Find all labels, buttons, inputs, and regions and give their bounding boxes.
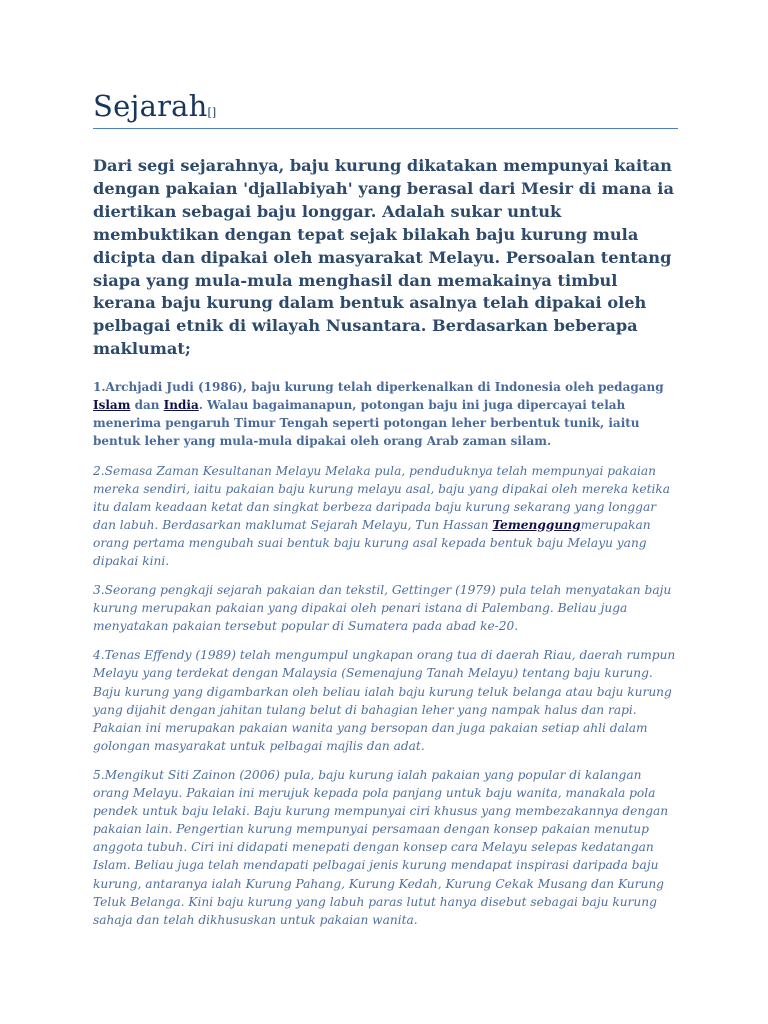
paragraph-2: [93, 462, 678, 571]
link-temenggung[interactable]: Temenggung: [492, 517, 581, 532]
paragraph-1: [93, 378, 678, 450]
section-heading: [93, 88, 678, 126]
edit-reference-link[interactable]: []: [207, 106, 217, 119]
paragraph-2-text-a: 2.Semasa Zaman Kesultanan Melayu Melaka pula, penduduknya telah mempunyai pakaian mereka sendiri, iaitu pakaian baju kurung melayu asal, baju yang dipakai oleh mereka ketika itu dalam keadaan ketat dan singkat berbeza daripada baju kurung sekarang yang longgar dan labuh. Berdasarkan maklumat Sejarah Melayu, Tun Hassan: [93, 463, 671, 532]
paragraph-5: 5.Mengikut Siti Zainon (2006) pula, baju kurung ialah pakaian yang popular di kalangan orang Melayu. Pakaian ini merujuk kepada pola panjang untuk baju wanita, manakala pola pendek untuk baju lelaki. Baju kurung mempunyai ciri khusus yang membezakannya dengan pakaian lain. Pengertian kurung mempunyai persamaan dengan konsep pakaian menutup anggota tubuh. Ciri ini didapati menepati dengan konsep cara Melayu selepas kedatangan Islam. Beliau juga telah mendapati pelbagai jenis kurung mendapat inspirasi daripada baju kurung, antaranya ialah Kurung Pahang, Kurung Kedah, Kurung Cekak Musang dan Kurung Teluk Belanga. Kini baju kurung yang labuh paras lutut hanya disebut sebagai baju kurung sahaja dan telah dikhususkan untuk pakaian wanita.: [93, 767, 669, 927]
heading-title: Sejarah: [93, 89, 208, 123]
paragraph-1-text-c: . Walau bagaimanapun, potongan baju ini juga dipercayai telah menerima pengaruh Timur Tengah seperti potongan leher berbentuk tunik, iaitu bentuk leher yang mula-mula dipakai oleh orang Arab zaman silam.: [93, 398, 640, 449]
paragraph-1-text-b: dan: [130, 398, 164, 413]
document-page: [93, 88, 678, 940]
paragraph-3: 3.Seorang pengkaji sejarah pakaian dan tekstil, Gettinger (1979) pula telah menyatakan baju kurung merupakan pakaian yang dipakai oleh penari istana di Palembang. Beliau juga menyatakan pakaian tersebut popular di Sumatera pada abad ke-20.: [93, 583, 672, 634]
link-india[interactable]: India: [163, 398, 199, 413]
paragraph-4: 4.Tenas Effendy (1989) telah mengumpul ungkapan orang tua di daerah Riau, daerah rumpun Melayu yang terdekat dengan Malaysia (Semenajung Tanah Melayu) tentang baju kurung. Baju kurung yang digambarkan oleh beliau ialah baju kurung teluk belanga atau baju kurung yang dijahit dengan jahitan tulang belut di bahagian leher yang nampak halus dan rapi. Pakaian ini merupakan pakaian wanita yang bersopan dan juga pakaian setiap ahli dalam golongan masyarakat untuk pelbagai majlis dan adat.: [93, 648, 676, 753]
link-islam[interactable]: Islam: [93, 398, 131, 413]
heading-divider: [93, 128, 678, 129]
paragraph-1-text-a: 1.Archjadi Judi (1986), baju kurung telah diperkenalkan di Indonesia oleh pedagang: [93, 380, 664, 395]
intro-paragraph: Dari segi sejarahnya, baju kurung dikatakan mempunyai kaitan dengan pakaian 'djallabiyah' yang berasal dari Mesir di mana ia diertikan sebagai baju longgar. Adalah sukar untuk membuktikan dengan tepat sejak bilakah baju kurung mula dicipta dan dipakai oleh masyarakat Melayu. Persoalan tentang siapa yang mula-mula menghasil dan memakainya timbul kerana baju kurung dalam bentuk asalnya telah dipakai oleh pelbagai etnik di wilayah Nusantara. Berdasarkan beberapa maklumat;: [93, 156, 674, 359]
paragraph-2-text-b: merupakan orang pertama mengubah suai bentuk baju kurung asal kepada bentuk baju Melayu yang dipakai kini.: [93, 517, 651, 568]
